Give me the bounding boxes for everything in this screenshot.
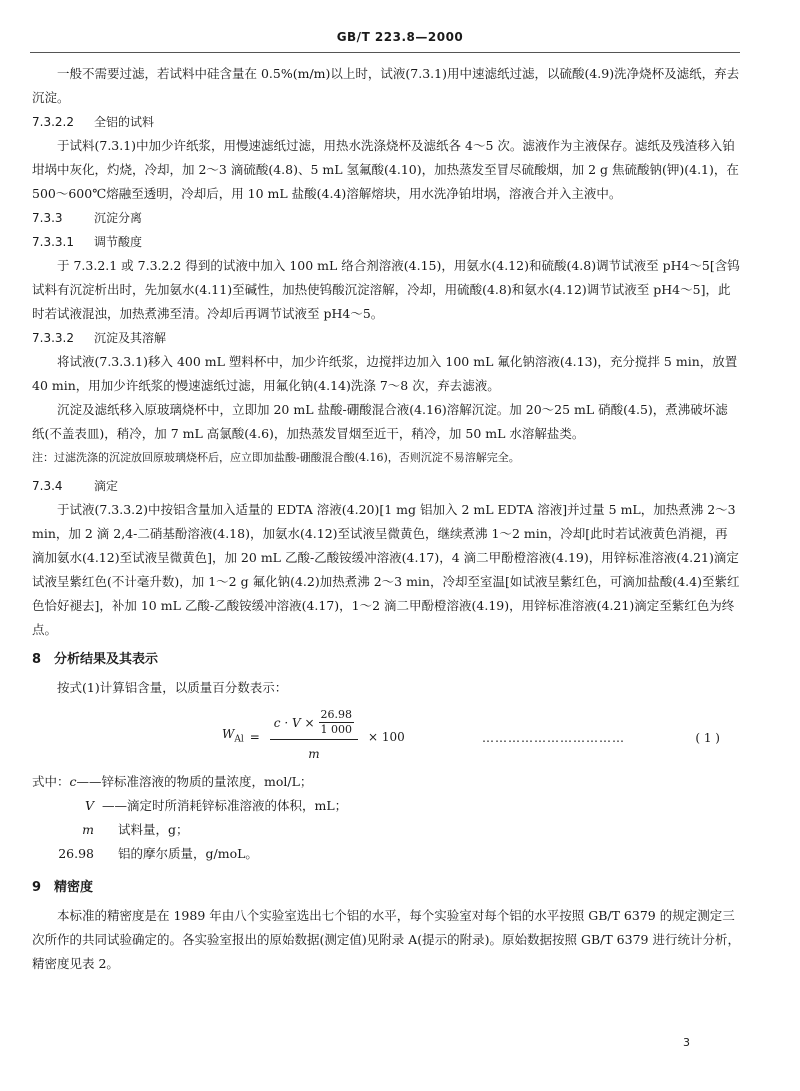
paragraph-8: 按式(1)计算铝含量，以质量百分数表示：: [57, 680, 288, 695]
equation-number: ( 1 ): [695, 731, 720, 745]
section-9-heading: [32, 876, 740, 900]
section-title: 精密度: [54, 880, 94, 895]
formula-dots: ……………………………: [482, 731, 625, 745]
formula-lhs: $W_{Al}$: [222, 727, 244, 745]
section-number: 7.3.3.1: [32, 235, 74, 249]
note: 注：过滤洗涤的沉淀放回原玻璃烧杯后，应立即加盐酸-硼酸混合酸(4.16)，否则沉淀不易溶解完全。: [32, 451, 520, 464]
section-title: 全铝的试料: [94, 115, 155, 129]
section-7-3-3: [32, 206, 740, 230]
section-number: 7.3.3: [32, 211, 63, 225]
section-title: 调节酸度: [94, 235, 143, 249]
variable-row: 式中： c —— 锌标准溶液的物质的量浓度，mol/L；: [32, 770, 740, 794]
formula-fraction: [270, 708, 358, 766]
formula-inner-fraction: $\frac{26.98}{1 000}$: [320, 708, 352, 736]
formula-times: × 100: [368, 730, 405, 744]
page-number: 3: [683, 1036, 690, 1049]
formula-equals: =: [249, 730, 260, 744]
variable-row: 26.98 铝的摩尔质量，g/moL。: [58, 846, 258, 861]
document-body: [32, 62, 740, 976]
section-7-3-2-2: [32, 110, 740, 134]
section-7-3-4: [32, 474, 740, 498]
paragraph-7-3-3-2b: 沉淀及滤纸移入原玻璃烧杯中，立即加 20 mL 盐酸-硼酸混合液(4.16)溶解沉淀。加 20～25 mL 硝酸(4.5)，煮沸破坏滤纸(不盖表皿)，稍冷，加 7 mL 高氯酸(4.6)，加热蒸发冒烟至近干，稍冷，加 50 mL 水溶解盐类。: [32, 402, 728, 441]
formula-numerator: c · V ×: [273, 715, 315, 730]
section-8-heading: [32, 648, 740, 672]
formula: [222, 708, 405, 766]
section-title: 沉淀分离: [94, 211, 143, 225]
section-7-3-3-2: [32, 326, 740, 350]
section-7-3-3-1: [32, 230, 740, 254]
paragraph-7-3-3-2a: 将试液(7.3.3.1)移入 400 mL 塑料杯中，加少许纸浆，边搅拌边加入 100 mL 氟化钠溶液(4.13)，充分搅拌 5 min，放置 40 min，用加少许纸浆的慢速滤纸过滤，用氟化钠(4.14)洗涤 7～8 次，弃去滤液。: [32, 354, 738, 393]
paragraph-9: 本标准的精密度是在 1989 年由八个实验室选出七个铝的水平，每个实验室对每个铝的水平按照 GB/T 6379 的规定测定三次所作的共同试验确定的。各实验室报出的原始数据(测定值)见附录 A(提示的附录)。原始数据按照 GB/T 6379 进行统计分析，精密度见表 2。: [32, 908, 740, 971]
paragraph-7-3-4: 于试液(7.3.3.2)中按铝含量加入适量的 EDTA 溶液(4.20)[1 mg 铝加入 2 mL EDTA 溶液]并过量 5 mL，加热煮沸 2～3 min，加 2 滴 2,4-二硝基酚溶液(4.18)，加氨水(4.12)至试液呈微黄色，继续煮沸 1～2 min，冷却[此时若试液黄色消褪，再滴加氨水(4.12)至试液呈微黄色]，加 20 mL 乙酸-乙酸铵缓冲溶液(4.17)，4 滴二甲酚橙溶液(4.19)，用锌标准溶液(4.21)滴定试液呈紫红色(不计毫升数)，加 1～2 g 氟化钠(4.2)加热煮沸 2～3 min，冷却至室温[如试液呈紫红色，可滴加盐酸(4.4)至紫红色恰好褪去]，补加 10 mL 乙酸-乙酸铵缓冲溶液(4.17)，1～2 滴二甲酚橙溶液(4.19)，用锌标准溶液(4.21)滴定至紫红色为终点。: [32, 502, 740, 637]
section-number: 9: [32, 880, 42, 895]
formula-denominator: m: [308, 747, 320, 761]
header-rule: [30, 52, 740, 53]
paragraph-filter: 一般不需要过滤，若试料中硅含量在 0.5%(m/m)以上时，试液(7.3.1)用中速滤纸过滤，以硫酸(4.9)洗净烧杯及滤纸，弃去沉淀。: [32, 66, 740, 105]
section-number: 7.3.4: [32, 479, 63, 493]
variable-definitions: [32, 770, 740, 866]
section-title: 沉淀及其溶解: [94, 331, 167, 345]
section-number: 7.3.3.2: [32, 331, 74, 345]
section-number: 8: [32, 652, 42, 667]
formula-block: [32, 704, 740, 766]
variables-intro: 式中：: [32, 774, 70, 789]
page-header: GB/T 223.8—2000: [336, 30, 464, 44]
variable-row: m 试料量，g；: [82, 822, 189, 837]
section-title: 分析结果及其表示: [54, 652, 159, 667]
section-title: 滴定: [94, 479, 119, 493]
section-number: 7.3.2.2: [32, 115, 74, 129]
paragraph-7-3-3-1: 于 7.3.2.1 或 7.3.2.2 得到的试液中加入 100 mL 络合剂溶液(4.15)，用氨水(4.12)和硫酸(4.8)调节试液至 pH4～5[含钨试料有沉淀析出时，先加氨水(4.11)至碱性，加热使钨酸沉淀溶解，冷却，用硫酸(4.8)和氨水(4.12)调节试液至 pH4～5]，此时若试液混浊，加热煮沸至清。冷却后再调节试液至 pH4～5。: [32, 258, 740, 321]
variable-row: V —— 滴定时所消耗锌标准溶液的体积，mL；: [84, 798, 348, 813]
paragraph-7-3-2-2: 于试料(7.3.1)中加少许纸浆，用慢速滤纸过滤，用热水洗涤烧杯及滤纸各 4～5 次。滤液作为主液保存。滤纸及残渣移入铂坩埚中灰化，灼烧，冷却，加 2～3 滴硫酸(4.8)、5 mL 氢氟酸(4.10)，加热蒸发至冒尽硫酸烟，加 2 g 焦硫酸钠(钾)(4.1)，在 500～600℃熔融至透明，冷却后，用 10 mL 盐酸(4.4)溶解熔块，用水洗净铂坩埚，溶液合并入主液中。: [32, 138, 739, 201]
